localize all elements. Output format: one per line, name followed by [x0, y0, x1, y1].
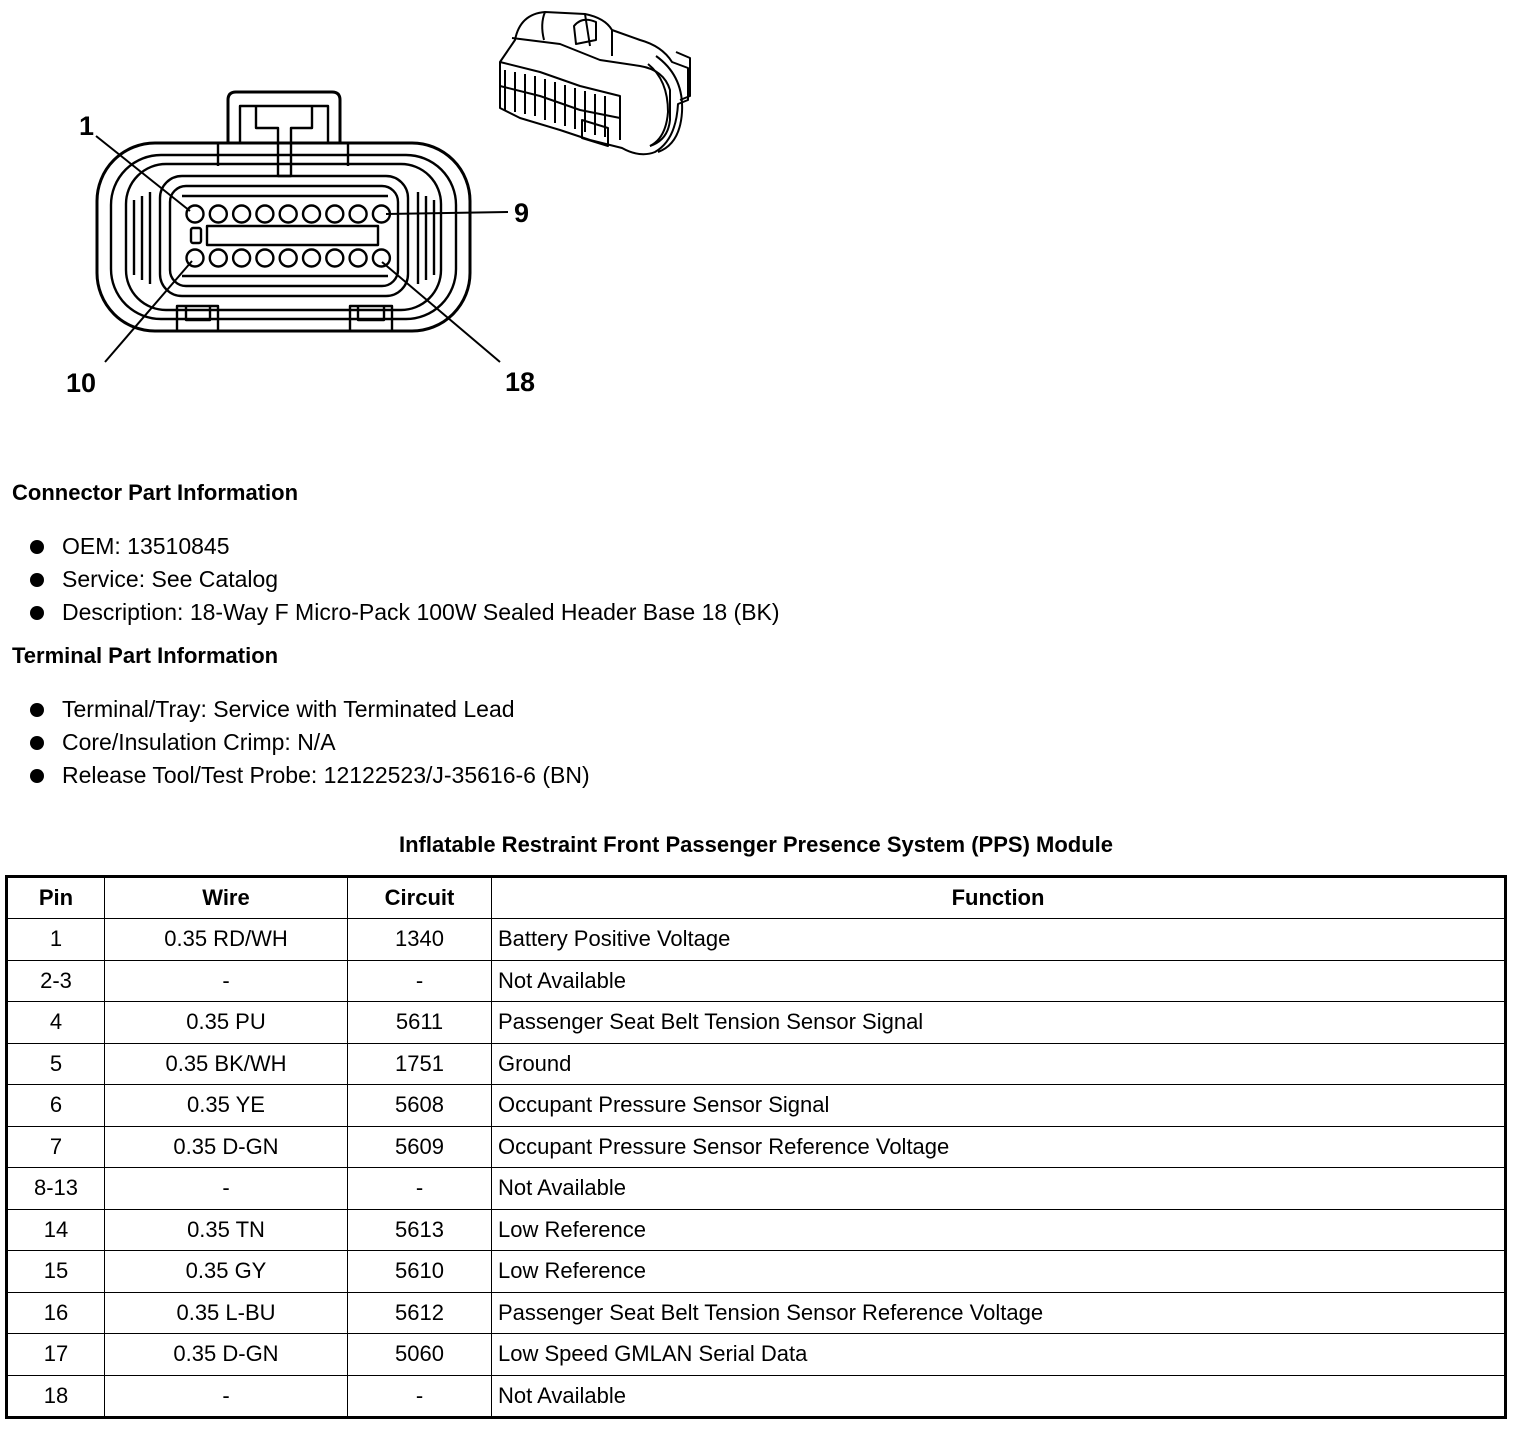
table-row	[7, 1251, 1506, 1293]
wire-cell: -	[105, 1168, 348, 1210]
function-cell: Passenger Seat Belt Tension Sensor Reference Voltage	[492, 1292, 1506, 1334]
circuit-cell: -	[348, 1168, 492, 1210]
table-row	[7, 1334, 1506, 1376]
header-function: Function	[492, 877, 1506, 919]
pin-cell: 17	[7, 1334, 105, 1376]
pin-cavity	[350, 206, 367, 223]
function-cell: Low Reference	[492, 1209, 1506, 1251]
bullet-icon	[30, 573, 44, 587]
pin-cell: 5	[7, 1043, 105, 1085]
table-row	[7, 1126, 1506, 1168]
circuit-cell: -	[348, 1375, 492, 1418]
connector-housing	[97, 92, 470, 331]
pin-cell: 15	[7, 1251, 105, 1293]
wire-cell: 0.35 D-GN	[105, 1334, 348, 1376]
pin-cell: 7	[7, 1126, 105, 1168]
pin-cell: 14	[7, 1209, 105, 1251]
connector-info-list	[26, 530, 780, 629]
circuit-cell: 1340	[348, 919, 492, 961]
list-item: OEM: 13510845	[26, 530, 780, 563]
table-body	[7, 919, 1506, 1418]
pin-cavity	[256, 206, 273, 223]
list-item: Core/Insulation Crimp: N/A	[26, 726, 590, 759]
pin-cell: 16	[7, 1292, 105, 1334]
table-header-row	[7, 877, 1506, 919]
wire-cell: 0.35 D-GN	[105, 1126, 348, 1168]
pin-cavity	[187, 206, 204, 223]
wire-cell: 0.35 YE	[105, 1085, 348, 1127]
pin-label-10: 10	[66, 368, 97, 398]
pin-cavity	[210, 250, 227, 267]
wire-cell: 0.35 RD/WH	[105, 919, 348, 961]
pin-cavity	[303, 206, 320, 223]
pinout-table	[5, 875, 1507, 1419]
terminal-info-list	[26, 693, 590, 792]
pin-label-1: 1	[79, 111, 95, 141]
circuit-cell: 5608	[348, 1085, 492, 1127]
table-row	[7, 1002, 1506, 1044]
list-item: Description: 18-Way F Micro-Pack 100W Sealed Header Base 18 (BK)	[26, 596, 780, 629]
wire-cell: -	[105, 1375, 348, 1418]
bullet-icon	[30, 540, 44, 554]
function-cell: Passenger Seat Belt Tension Sensor Signal	[492, 1002, 1506, 1044]
wire-cell: 0.35 L-BU	[105, 1292, 348, 1334]
function-cell: Ground	[492, 1043, 1506, 1085]
circuit-cell: 5613	[348, 1209, 492, 1251]
pin-cell: 4	[7, 1002, 105, 1044]
function-cell: Occupant Pressure Sensor Reference Voltage	[492, 1126, 1506, 1168]
header-pin: Pin	[7, 877, 105, 919]
table-title: Inflatable Restraint Front Passenger Presence System (PPS) Module	[399, 832, 1113, 857]
connector-3d-view	[500, 12, 690, 154]
bullet-icon	[30, 769, 44, 783]
list-item: Service: See Catalog	[26, 563, 780, 596]
table-row	[7, 1375, 1506, 1418]
list-item: Release Tool/Test Probe: 12122523/J-35616-6 (BN)	[26, 759, 590, 792]
pin-cavity	[233, 250, 250, 267]
table-row	[7, 1085, 1506, 1127]
circuit-cell: 5610	[348, 1251, 492, 1293]
circuit-cell: 5612	[348, 1292, 492, 1334]
wire-cell: 0.35 BK/WH	[105, 1043, 348, 1085]
circuit-cell: 5060	[348, 1334, 492, 1376]
table-row	[7, 1292, 1506, 1334]
pin-cavity	[210, 206, 227, 223]
table-row	[7, 919, 1506, 961]
function-cell: Low Speed GMLAN Serial Data	[492, 1334, 1506, 1376]
circuit-cell: 1751	[348, 1043, 492, 1085]
pin-cavity	[303, 250, 320, 267]
function-cell: Not Available	[492, 960, 1506, 1002]
circuit-cell: 5609	[348, 1126, 492, 1168]
pin-label-9: 9	[514, 198, 530, 228]
connector-info-title: Connector Part Information	[12, 480, 299, 505]
pin-cavity	[373, 250, 390, 267]
list-item: Terminal/Tray: Service with Terminated Lead	[26, 693, 590, 726]
function-cell: Low Reference	[492, 1251, 1506, 1293]
bullet-icon	[30, 606, 44, 620]
header-wire: Wire	[105, 877, 348, 919]
pin-cavity	[256, 250, 273, 267]
pin-cell: 6	[7, 1085, 105, 1127]
pin-cavity	[350, 250, 367, 267]
function-cell: Not Available	[492, 1168, 1506, 1210]
connector-diagram	[0, 0, 760, 420]
table-row	[7, 1168, 1506, 1210]
function-cell: Not Available	[492, 1375, 1506, 1418]
pin-cavity	[280, 250, 297, 267]
pin-cell: 1	[7, 919, 105, 961]
pin-cavity	[280, 206, 297, 223]
bullet-icon	[30, 703, 44, 717]
header-circuit: Circuit	[348, 877, 492, 919]
pin-cavity	[233, 206, 250, 223]
function-cell: Battery Positive Voltage	[492, 919, 1506, 961]
pin-cavity	[326, 206, 343, 223]
circuit-cell: 5611	[348, 1002, 492, 1044]
pin-cell: 8-13	[7, 1168, 105, 1210]
table-row	[7, 960, 1506, 1002]
table-row	[7, 1209, 1506, 1251]
bullet-icon	[30, 736, 44, 750]
wire-cell: 0.35 TN	[105, 1209, 348, 1251]
pin-cell: 2-3	[7, 960, 105, 1002]
pin-cavities	[187, 206, 390, 267]
wire-cell: -	[105, 960, 348, 1002]
pin-cavity	[326, 250, 343, 267]
pin-label-18: 18	[505, 367, 536, 397]
circuit-cell: -	[348, 960, 492, 1002]
function-cell: Occupant Pressure Sensor Signal	[492, 1085, 1506, 1127]
pin-cell: 18	[7, 1375, 105, 1418]
table-row	[7, 1043, 1506, 1085]
leader-lines	[96, 136, 508, 362]
wire-cell: 0.35 PU	[105, 1002, 348, 1044]
wire-cell: 0.35 GY	[105, 1251, 348, 1293]
terminal-info-title: Terminal Part Information	[12, 643, 279, 668]
